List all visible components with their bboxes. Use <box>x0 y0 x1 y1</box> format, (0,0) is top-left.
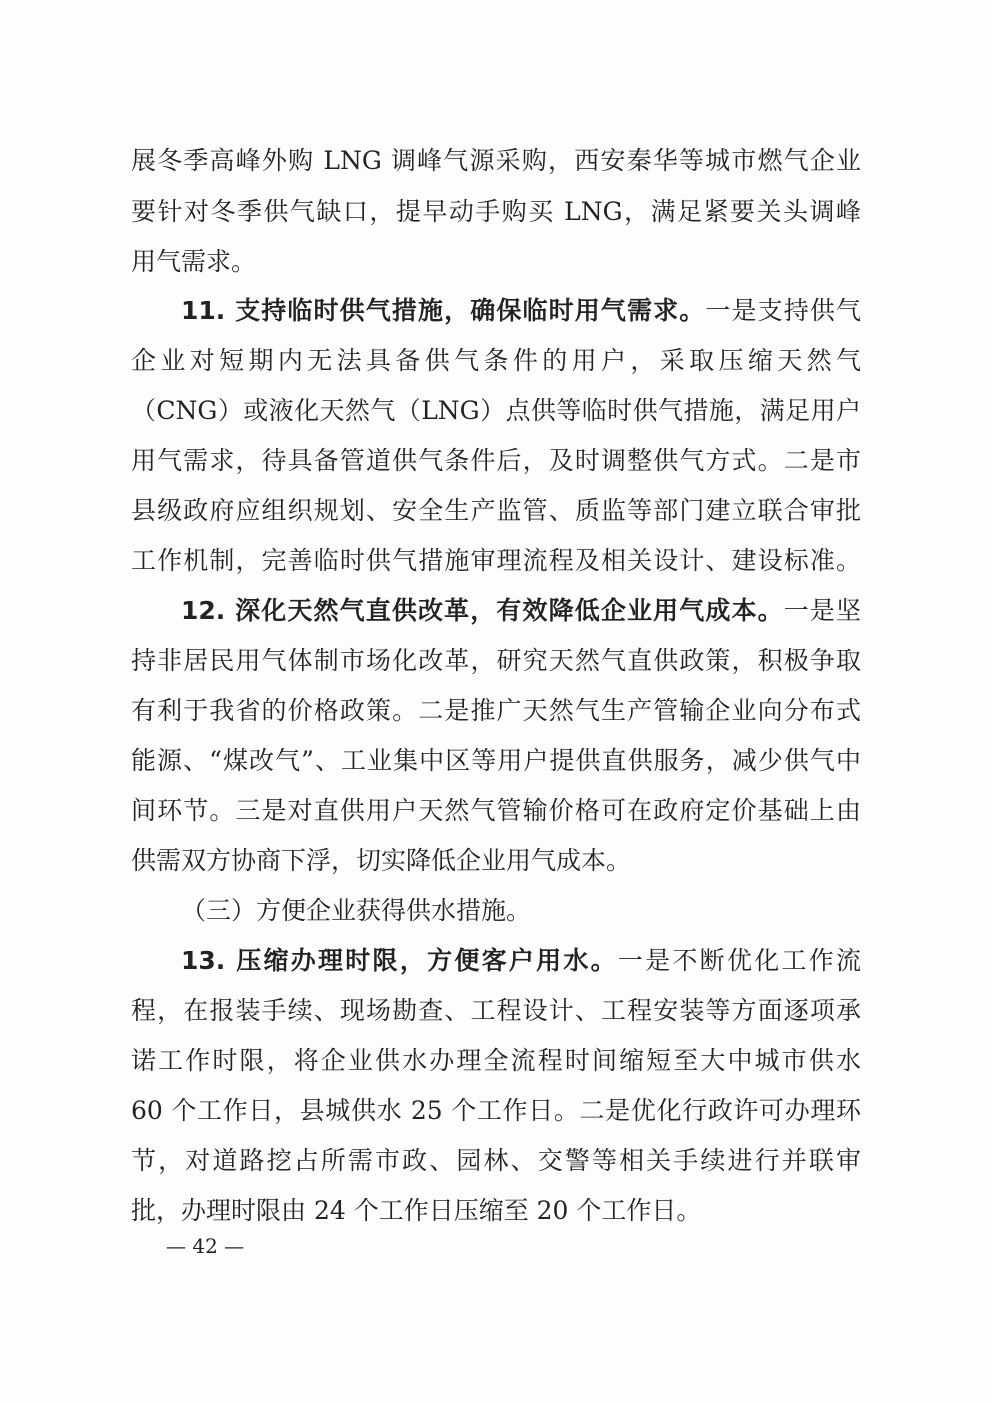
paragraph-13-text: 一是不断优化工作流 <box>617 946 861 975</box>
paragraph-12-heading: 12. 深化天然气直供改革，有效降低企业用气成本。 <box>181 596 784 625</box>
body-text-line: （CNG）或液化天然气（LNG）点供等临时供气措施，满足用户 <box>131 396 861 425</box>
body-text-line: 供需双方协商下浮，切实降低企业用气成本。 <box>131 846 632 875</box>
paragraph-11-text: 一是支持供气 <box>705 296 861 325</box>
body-text-line: 有利于我省的价格政策。二是推广天然气生产管输企业向分布式 <box>131 696 861 725</box>
body-text-line: 诺工作时限，将企业供水办理全流程时间缩短至大中城市供水 <box>131 1046 861 1075</box>
body-text-line: 要针对冬季供气缺口，提早动手购买 LNG，满足紧要关头调峰 <box>131 197 861 226</box>
body-text-line: 程，在报装手续、现场勘查、工程设计、工程安装等方面逐项承 <box>131 996 861 1025</box>
paragraph-13-heading: 13. 压缩办理时限，方便客户用水。 <box>181 946 618 975</box>
body-text-line: 企业对短期内无法具备供气条件的用户，采取压缩天然气 <box>131 346 861 375</box>
body-text-line: 能源、“煤改气”、工业集中区等用户提供直供服务，减少供气中 <box>131 746 861 775</box>
body-text-line: 60 个工作日，县城供水 25 个工作日。二是优化行政许可办理环 <box>131 1096 861 1125</box>
paragraph-13-first-line <box>181 946 861 976</box>
body-text-line: 工作机制，完善临时供气措施审理流程及相关设计、建设标准。 <box>131 546 861 575</box>
body-text-line: 批，办理时限由 24 个工作日压缩至 20 个工作日。 <box>131 1196 702 1225</box>
body-text-line: 用气需求，待具备管道供气条件后，及时调整供气方式。二是市 <box>131 446 861 475</box>
paragraph-11-first-line <box>181 296 861 326</box>
body-text-line: 县级政府应组织规划、安全生产监管、质监等部门建立联合审批 <box>131 496 861 525</box>
body-text-line: 节，对道路挖占所需市政、园林、交警等相关手续进行并联审 <box>131 1146 861 1175</box>
page-number: — 42 — <box>166 1234 245 1258</box>
paragraph-12-first-line <box>181 596 861 626</box>
body-text-line: 用气需求。 <box>131 247 257 276</box>
section-heading: （三）方便企业获得供水措施。 <box>181 896 532 925</box>
body-text-line: 持非居民用气体制市场化改革，研究天然气直供政策，积极争取 <box>131 646 861 675</box>
paragraph-12-text: 一是坚 <box>783 596 861 625</box>
paragraph-11-heading: 11. 支持临时供气措施，确保临时用气需求。 <box>181 296 706 325</box>
body-text-line: 间环节。三是对直供用户天然气管输价格可在政府定价基础上由 <box>131 796 861 825</box>
body-text-line: 展冬季高峰外购 LNG 调峰气源采购，西安秦华等城市燃气企业 <box>131 146 861 175</box>
